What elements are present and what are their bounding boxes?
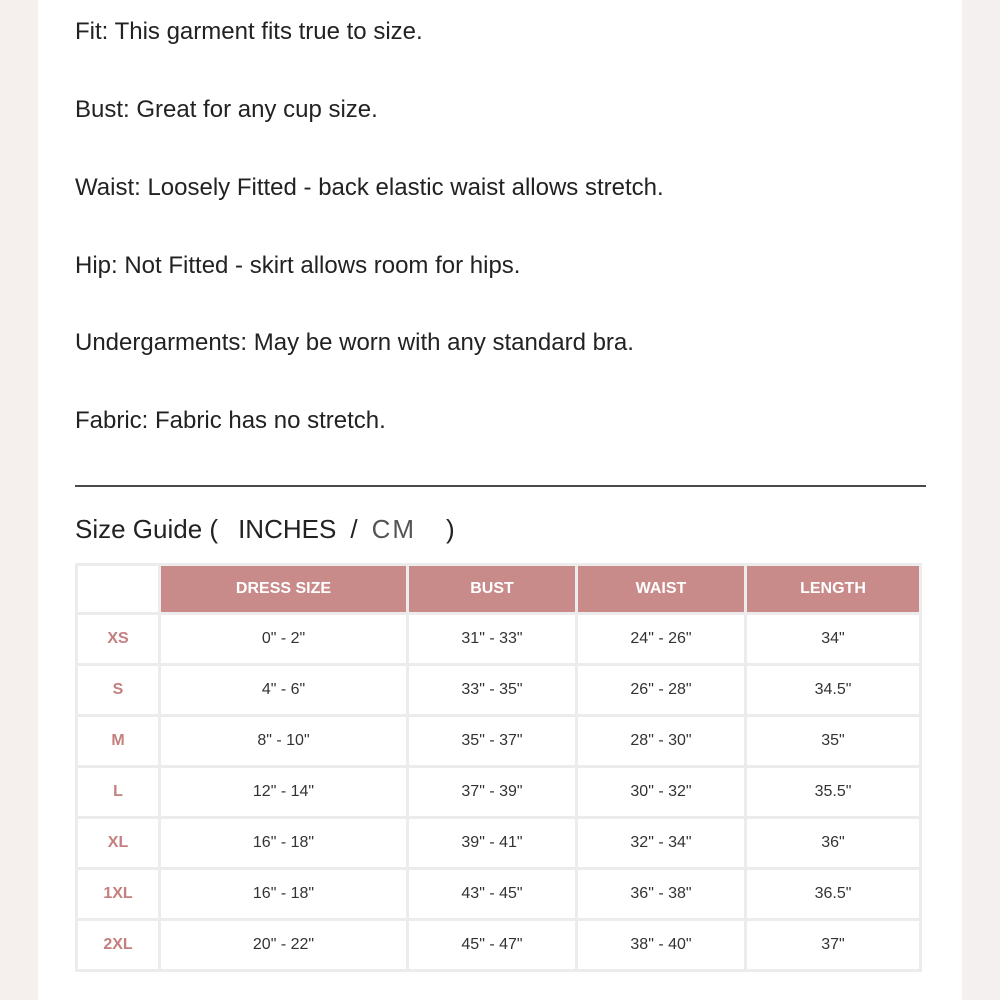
waist-text: Waist: Loosely Fitted - back elastic waist allows stretch. [75,174,664,201]
hip-text: Hip: Not Fitted - skirt allows room for hips. [75,252,521,279]
dress-size-cell: 16" - 18" [160,818,408,869]
waist-cell: 30" - 32" [577,767,746,818]
size-guide-title: Size Guide ( [75,514,219,544]
bust-cell: 33" - 35" [408,665,577,716]
section-divider [75,485,926,487]
table-header-bust: BUST [408,565,577,614]
unit-cm-toggle[interactable]: CM [371,514,416,544]
size-label-cell: 1XL [77,869,160,920]
product-details-page [38,0,962,1000]
table-row [77,716,921,767]
table-header-row [77,565,921,614]
table-header-waist: WAIST [577,565,746,614]
dress-size-cell: 20" - 22" [160,920,408,971]
table-header-dress-size: DRESS SIZE [160,565,408,614]
length-cell: 36" [746,818,921,869]
table-row [77,920,921,971]
dress-size-cell: 0" - 2" [160,614,408,665]
table-row [77,614,921,665]
size-label-cell: S [77,665,160,716]
bust-text: Bust: Great for any cup size. [75,96,378,123]
bust-cell: 39" - 41" [408,818,577,869]
waist-cell: 26" - 28" [577,665,746,716]
size-guide-close-paren: ) [446,514,455,544]
bust-cell: 45" - 47" [408,920,577,971]
length-cell: 36.5" [746,869,921,920]
size-label-cell: M [77,716,160,767]
length-cell: 37" [746,920,921,971]
table-row [77,767,921,818]
waist-cell: 36" - 38" [577,869,746,920]
table-row [77,869,921,920]
bust-cell: 31" - 33" [408,614,577,665]
size-label-cell: 2XL [77,920,160,971]
undergarments-text: Undergarments: May be worn with any standard bra. [75,329,634,356]
left-margin [0,0,38,1000]
length-cell: 34" [746,614,921,665]
waist-cell: 38" - 40" [577,920,746,971]
table-row [77,818,921,869]
waist-cell: 28" - 30" [577,716,746,767]
size-guide-heading [75,512,455,546]
size-label-cell: XL [77,818,160,869]
dress-size-cell: 4" - 6" [160,665,408,716]
waist-cell: 24" - 26" [577,614,746,665]
right-margin [962,0,1000,1000]
length-cell: 34.5" [746,665,921,716]
bust-cell: 43" - 45" [408,869,577,920]
dress-size-cell: 16" - 18" [160,869,408,920]
size-chart-table [75,563,922,972]
size-label-cell: XS [77,614,160,665]
fit-text: Fit: This garment fits true to size. [75,18,423,45]
table-header-length: LENGTH [746,565,921,614]
table-header-corner [77,565,160,614]
bust-cell: 35" - 37" [408,716,577,767]
fabric-text: Fabric: Fabric has no stretch. [75,407,386,434]
waist-cell: 32" - 34" [577,818,746,869]
table-row [77,665,921,716]
dress-size-cell: 12" - 14" [160,767,408,818]
dress-size-cell: 8" - 10" [160,716,408,767]
length-cell: 35" [746,716,921,767]
unit-inches-toggle[interactable]: INCHES [238,514,337,544]
bust-cell: 37" - 39" [408,767,577,818]
size-label-cell: L [77,767,160,818]
length-cell: 35.5" [746,767,921,818]
unit-separator: / [350,514,358,544]
